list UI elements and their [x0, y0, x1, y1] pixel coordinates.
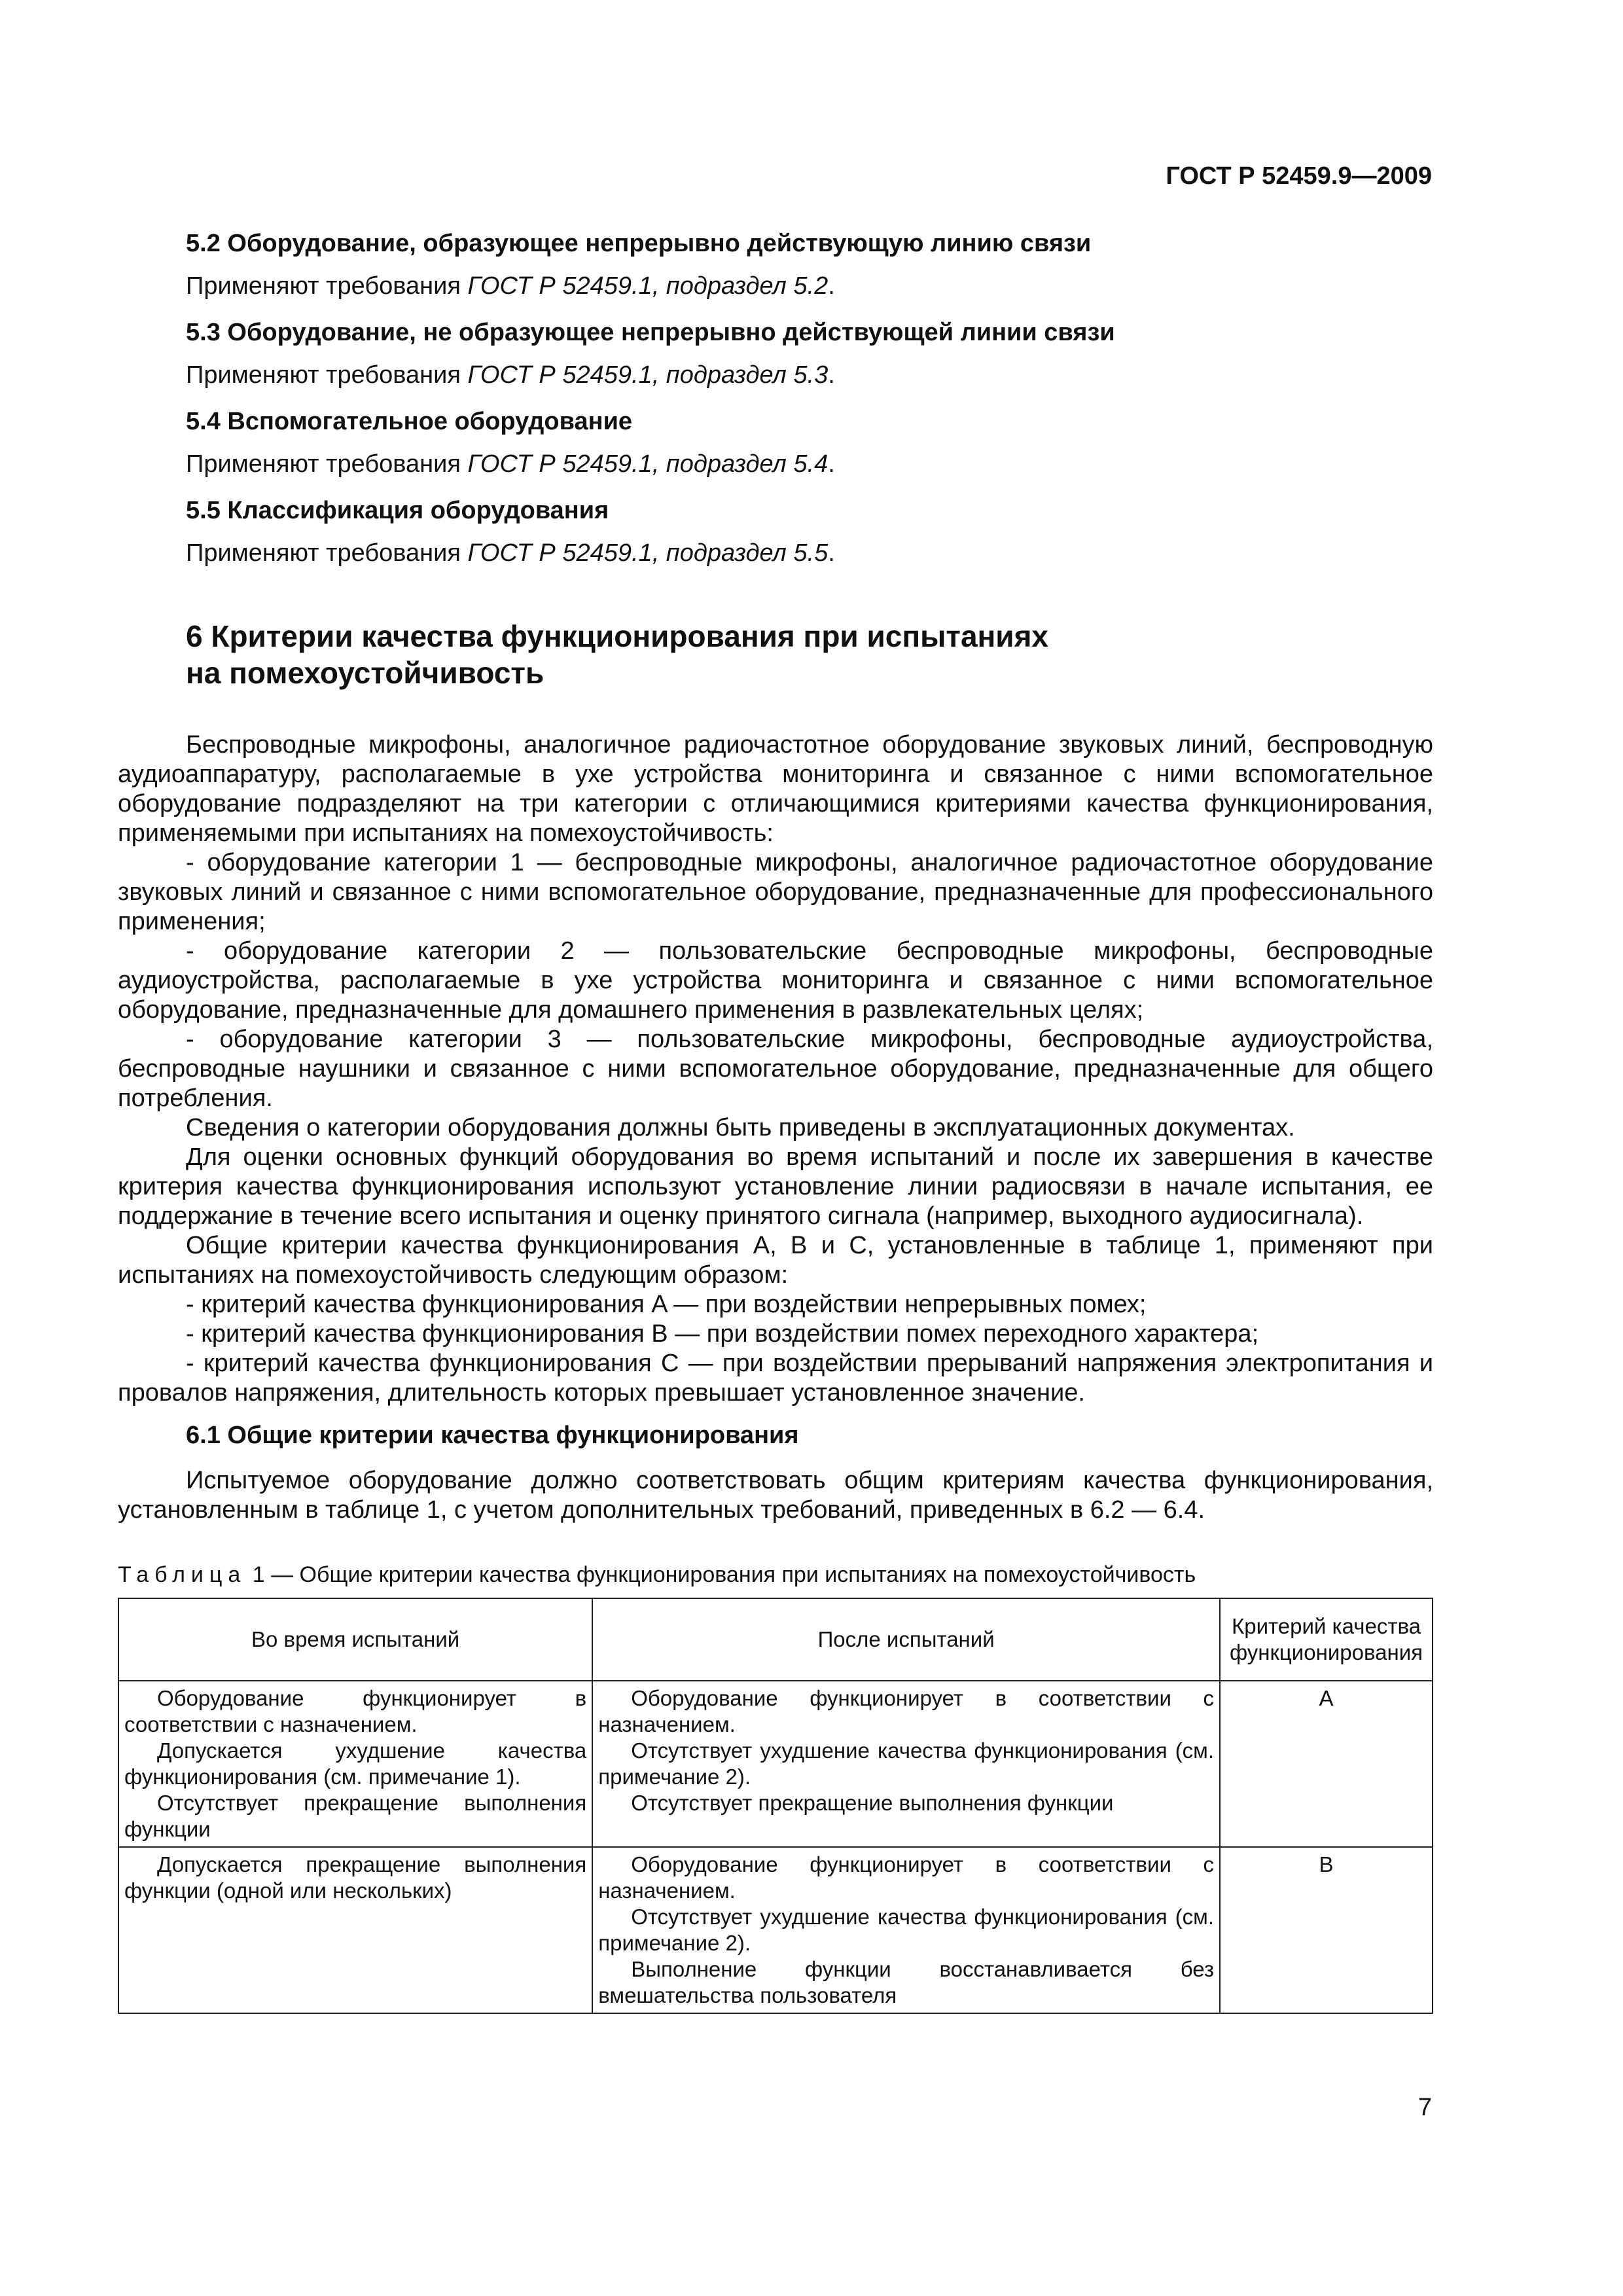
table-caption-text: 1 — Общие критерии качества функционирования при испытаниях на помехоустойчивость [246, 1562, 1196, 1587]
section-6-title-line-2: на помехоустойчивость [186, 656, 544, 690]
standard-reference: ГОСТ Р 52459.1, подраздел 5.2 [467, 272, 829, 300]
list-item-criterion-c: - критерий качества функционирования C — при воздействии прерываний напряжения электропитания и провалов напряжения, длительность которых превышает установленное значение. [118, 1350, 1433, 1407]
paragraph: Беспроводные микрофоны, аналогичное радиочастотное оборудование звуковых линий, беспроводную аудиоаппаратуру, располагаемые в ухе устройства мониторинга и связанное с ними вспомогательное оборудование подразделяют на три категории с отличающимися критериями качества функционирования, применяемыми при испытаниях на помехоустойчивость: [118, 731, 1433, 847]
header-criterion: Критерий качества функционирования [1220, 1598, 1433, 1681]
section-6-title [186, 618, 1433, 691]
header-after-tests: После испытаний [592, 1598, 1220, 1681]
subsection-requirement-5-2: Применяют требования ГОСТ Р 52459.1, подраздел 5.2. [186, 272, 835, 300]
table-row [118, 1681, 1433, 1847]
standard-reference: ГОСТ Р 52459.1, подраздел 5.3 [467, 361, 829, 389]
criteria-table [118, 1598, 1433, 2014]
table-caption [118, 1560, 1433, 1590]
section-6-title-line-1: 6 Критерии качества функционирования при испытаниях [186, 619, 1049, 653]
page-number: 7 [1418, 2094, 1432, 2121]
list-item-criterion-a: - критерий качества функционирования A — при воздействии непрерывных помех; [186, 1291, 1147, 1318]
subsection-title-6-1: 6.1 Общие критерии качества функционирования [186, 1422, 799, 1449]
list-item-category-3: - оборудование категории 3 — пользовательские микрофоны, беспроводные аудиоустройства, беспроводные наушники и связанное с ними вспомогательное оборудование, предназначенные для общего потребления. [118, 1026, 1433, 1112]
table-row [118, 1847, 1433, 2013]
cell-criterion: A [1220, 1681, 1433, 1847]
paragraph: Для оценки основных функций оборудования во время испытаний и после их завершения в качестве критерия качества функционирования используют установление линии радиосвязи в начале испытания, ее поддержание в течение всего испытания и оценку принятого сигнала (например, выходного аудиосигнала). [118, 1143, 1433, 1230]
subsection-requirement-5-3: Применяют требования ГОСТ Р 52459.1, подраздел 5.3. [186, 361, 835, 389]
paragraph: Сведения о категории оборудования должны быть приведены в эксплуатационных документах. [186, 1114, 1295, 1141]
subsection-title-5-4: 5.4 Вспомогательное оборудование [186, 408, 633, 435]
subsection-requirement-5-5: Применяют требования ГОСТ Р 52459.1, подраздел 5.5. [186, 539, 835, 567]
page-content [118, 229, 1433, 2014]
header-during-tests: Во время испытаний [118, 1598, 592, 1681]
table-caption-label: Таблица [118, 1562, 247, 1587]
list-item-category-1: - оборудование категории 1 — беспроводные микрофоны, аналогичное радиочастотное оборудование звуковых линий и связанное с ними вспомогательное оборудование, предназначенные для профессионального применения; [118, 849, 1433, 935]
document-id-header: ГОСТ Р 52459.9—2009 [1166, 162, 1432, 190]
table-header-row [118, 1598, 1433, 1681]
subsection-title-5-3: 5.3 Оборудование, не образующее непрерывно действующей линии связи [186, 319, 1115, 346]
cell-criterion: B [1220, 1847, 1433, 2013]
subsection-title-5-2: 5.2 Оборудование, образующее непрерывно действующую линию связи [186, 230, 1092, 257]
standard-reference: ГОСТ Р 52459.1, подраздел 5.4 [467, 450, 829, 478]
subsection-requirement-5-4: Применяют требования ГОСТ Р 52459.1, подраздел 5.4. [186, 450, 835, 478]
list-item-criterion-b: - критерий качества функционирования B — при воздействии помех переходного характера; [186, 1320, 1259, 1348]
cell-after: Оборудование функционирует в соответствии с назначением. Отсутствует ухудшение качества функционирования (см. примечание 2). Отсутствует прекращение выполнения функции [592, 1681, 1220, 1847]
list-item-category-2: - оборудование категории 2 — пользовательские беспроводные микрофоны, беспроводные аудиоустройства, располагаемые в ухе устройства мониторинга и связанное с ними вспомогательное оборудование, предназначенные для домашнего применения в развлекательных целях; [118, 937, 1433, 1024]
cell-during: Допускается прекращение выполнения функции (одной или нескольких) [118, 1847, 592, 2013]
subsection-title-5-5: 5.5 Классификация оборудования [186, 497, 609, 524]
cell-during: Оборудование функционирует в соответствии с назначением. Допускается ухудшение качества функционирования (см. примечание 1). Отсутствует прекращение выполнения функции [118, 1681, 592, 1847]
cell-after: Оборудование функционирует в соответствии с назначением. Отсутствует ухудшение качества функционирования (см. примечание 2). Выполнение функции восстанавливается без вмешательства пользователя [592, 1847, 1220, 2013]
paragraph: Испытуемое оборудование должно соответствовать общим критериям качества функционирования, установленным в таблице 1, с учетом дополнительных требований, приведенных в 6.2 — 6.4. [118, 1467, 1433, 1524]
paragraph: Общие критерии качества функционирования A, B и C, установленные в таблице 1, применяют при испытаниях на помехоустойчивость следующим образом: [118, 1232, 1433, 1289]
standard-reference: ГОСТ Р 52459.1, подраздел 5.5 [467, 539, 829, 567]
